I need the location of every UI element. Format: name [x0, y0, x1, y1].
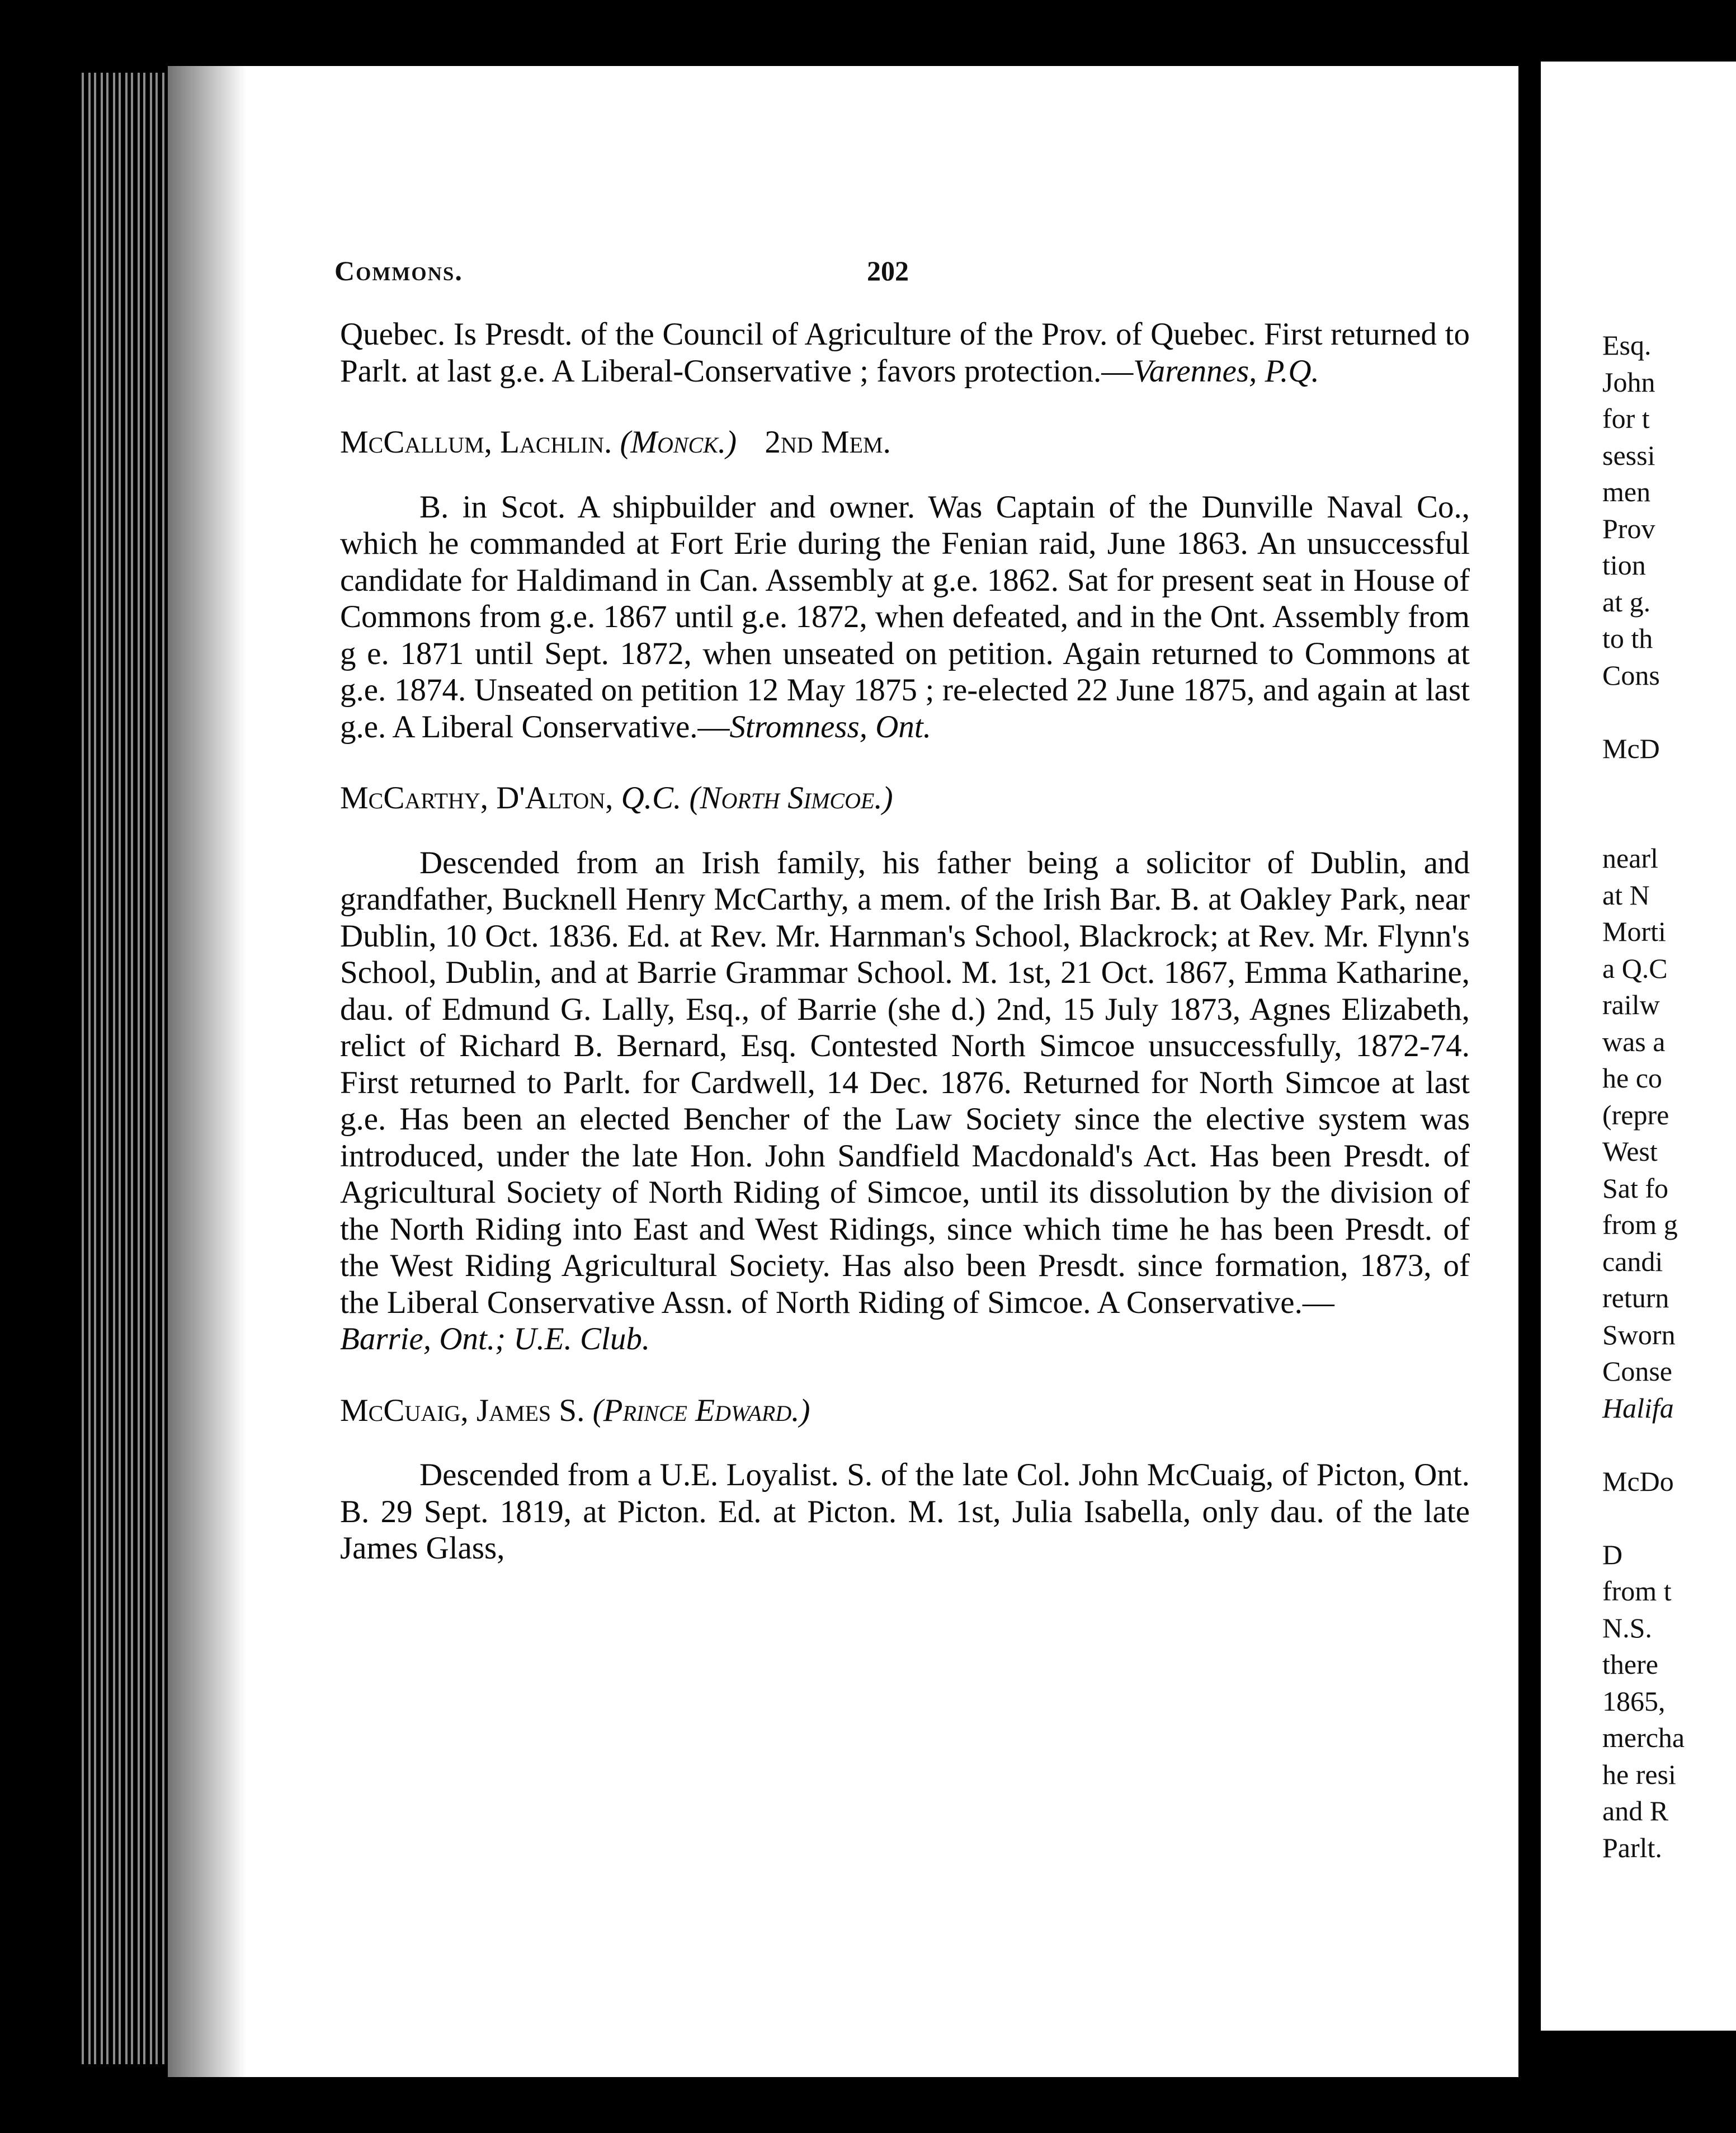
adjacent-page-line: at N — [1602, 879, 1650, 911]
adjacent-page-line: D — [1602, 1538, 1623, 1570]
adjacent-page-line: Sat fo — [1602, 1172, 1669, 1204]
entry-heading — [340, 1392, 1470, 1429]
adjacent-page-line: was a — [1602, 1025, 1666, 1057]
adjacent-page-line: he resi — [1602, 1758, 1676, 1790]
entry-residence: Barrie, Ont.; U.E. Club. — [340, 1321, 650, 1357]
page-number: 202 — [867, 255, 909, 286]
entry-body-text: Descended from an Irish family, his father being a solicitor of Dublin, and grandfather, Bucknell Henry McCarthy, a mem. of the Irish Bar. B. at Oakley Park, near Dublin, 10 Oct. 1836. Ed. at Rev. Mr. Harnman's School, Blackrock; at Rev. Mr. Flynn's School, Dublin, and at Barrie Grammar School. M. 1st, 21 Oct. 1867, Emma Katharine, dau. of Edmund G. Lally, Esq., of Barrie (she d.) 2nd, 15 July 1873, Agnes Elizabeth, relict of Richard B. Bernard, Esq. Contested North Simcoe unsuccessfully, 1872-74. First returned to Parlt. for Cardwell, 14 Dec. 1876. Returned for North Simcoe at last g.e. Has been an elected Bencher of the Law Society since the elective system was introduced, under the late Hon. John Sandfield Macdonald's Act. Has been Presdt. of Agricultural Society of North Riding of Simcoe, until its dissolution by the division of the North Riding into East and West Ridings, since which time he has been Presdt. of the West Riding Agricultural Society. Has also been Presdt. since formation, 1873, of the Liberal Conservative Assn. of North Riding of Simcoe. A Conservative.— — [340, 845, 1470, 1320]
entry-heading — [340, 780, 1470, 817]
entry-title: Q.C. — [621, 780, 682, 816]
entry-heading — [340, 424, 1470, 461]
adjacent-page-line: 1865, — [1602, 1685, 1666, 1717]
adjacent-page-line: West — [1602, 1136, 1658, 1167]
entry-name: McCallum, Lachlin. — [340, 425, 612, 460]
entry-residence: Stromness, Ont. — [729, 709, 931, 745]
section-title: Commons. — [334, 255, 463, 286]
binding-shadow — [168, 66, 246, 2077]
adjacent-page-line: Parlt. — [1602, 1831, 1662, 1863]
adjacent-page-line: Conse — [1602, 1355, 1672, 1387]
continuation-residence: Varennes, P.Q. — [1133, 353, 1319, 389]
continuation-text: Quebec. Is Presdt. of the Council of Agriculture of the Prov. of Quebec. First returned to Parlt. at last g.e. A Liberal-Conservative ; favors protection.— — [340, 317, 1470, 389]
entry-body — [340, 845, 1470, 1358]
entry-name: McCarthy, D'Alton, — [340, 780, 614, 816]
adjacent-page-line: Halifa — [1602, 1392, 1674, 1424]
adjacent-page-line: he co — [1602, 1062, 1662, 1094]
adjacent-page-line: (repre — [1602, 1099, 1669, 1131]
adjacent-page-line: Sworn — [1602, 1319, 1676, 1350]
adjacent-page-line: a Q.C — [1602, 952, 1668, 984]
entry-name: McCuaig, James S. — [340, 1392, 585, 1428]
continuation-paragraph — [340, 316, 1470, 389]
adjacent-page-line: John — [1602, 366, 1655, 398]
adjacent-page-line: nearl — [1602, 842, 1658, 874]
adjacent-page-line: Esq. — [1602, 329, 1652, 361]
adjacent-page-line: McD — [1602, 732, 1660, 764]
entry-body-text: Descended from a U.E. Loyalist. S. of the late Col. John McCuaig, of Picton, Ont. B. 29 Sept. 1819, at Picton. Ed. at Picton. M. 1st, Julia Isabella, only dau. of the late James Glass, — [340, 1457, 1470, 1566]
adjacent-page-line: candi — [1602, 1245, 1663, 1277]
adjacent-page — [1541, 62, 1736, 2031]
adjacent-page-line: for t — [1602, 403, 1650, 434]
adjacent-page-line: Cons — [1602, 659, 1660, 691]
adjacent-page-line: men — [1602, 476, 1651, 507]
entry-constituency: (Prince Edward.) — [592, 1392, 810, 1428]
adjacent-page-line: sessi — [1602, 439, 1655, 471]
adjacent-page-line: from g — [1602, 1209, 1678, 1240]
adjacent-page-line: return — [1602, 1282, 1669, 1313]
adjacent-page-line: there — [1602, 1649, 1658, 1680]
entry-constituency: (North Simcoe.) — [689, 780, 893, 816]
adjacent-page-line: mercha — [1602, 1722, 1685, 1753]
adjacent-page-line: at g. — [1602, 586, 1651, 618]
page-body — [340, 316, 1470, 1567]
running-head — [334, 255, 1467, 294]
adjacent-page-line: railw — [1602, 989, 1660, 1020]
adjacent-page-line: to th — [1602, 623, 1653, 654]
adjacent-page-line: McDo — [1602, 1465, 1674, 1497]
entry-role: 2nd Mem. — [765, 425, 891, 460]
adjacent-page-line: from t — [1602, 1575, 1672, 1607]
adjacent-page-line: and R — [1602, 1795, 1669, 1826]
adjacent-page-line: Prov — [1602, 512, 1655, 544]
adjacent-page-line: N.S. — [1602, 1612, 1652, 1644]
adjacent-page-line: tion — [1602, 549, 1646, 581]
entry-body-text: B. in Scot. A shipbuilder and owner. Was Captain of the Dunville Naval Co., which he commanded at Fort Erie during the Fenian raid, June 1863. An unsuccessful candidate for Haldimand in Can. Assembly at g.e. 1862. Sat for present seat in House of Commons from g.e. 1867 until g.e. 1872, when defeated, and in the Ont. Assembly from g e. 1871 until Sept. 1872, when unseated on petition. Again returned to Commons at g.e. 1874. Unseated on petition 12 May 1875 ; re-elected 22 June 1875, and again at last g.e. A Liberal Conservative.— — [340, 489, 1470, 745]
entry-body — [340, 1457, 1470, 1567]
entry-constituency: (Monck.) — [620, 425, 737, 460]
adjacent-page-line: Morti — [1602, 916, 1666, 947]
entry-body — [340, 489, 1470, 746]
